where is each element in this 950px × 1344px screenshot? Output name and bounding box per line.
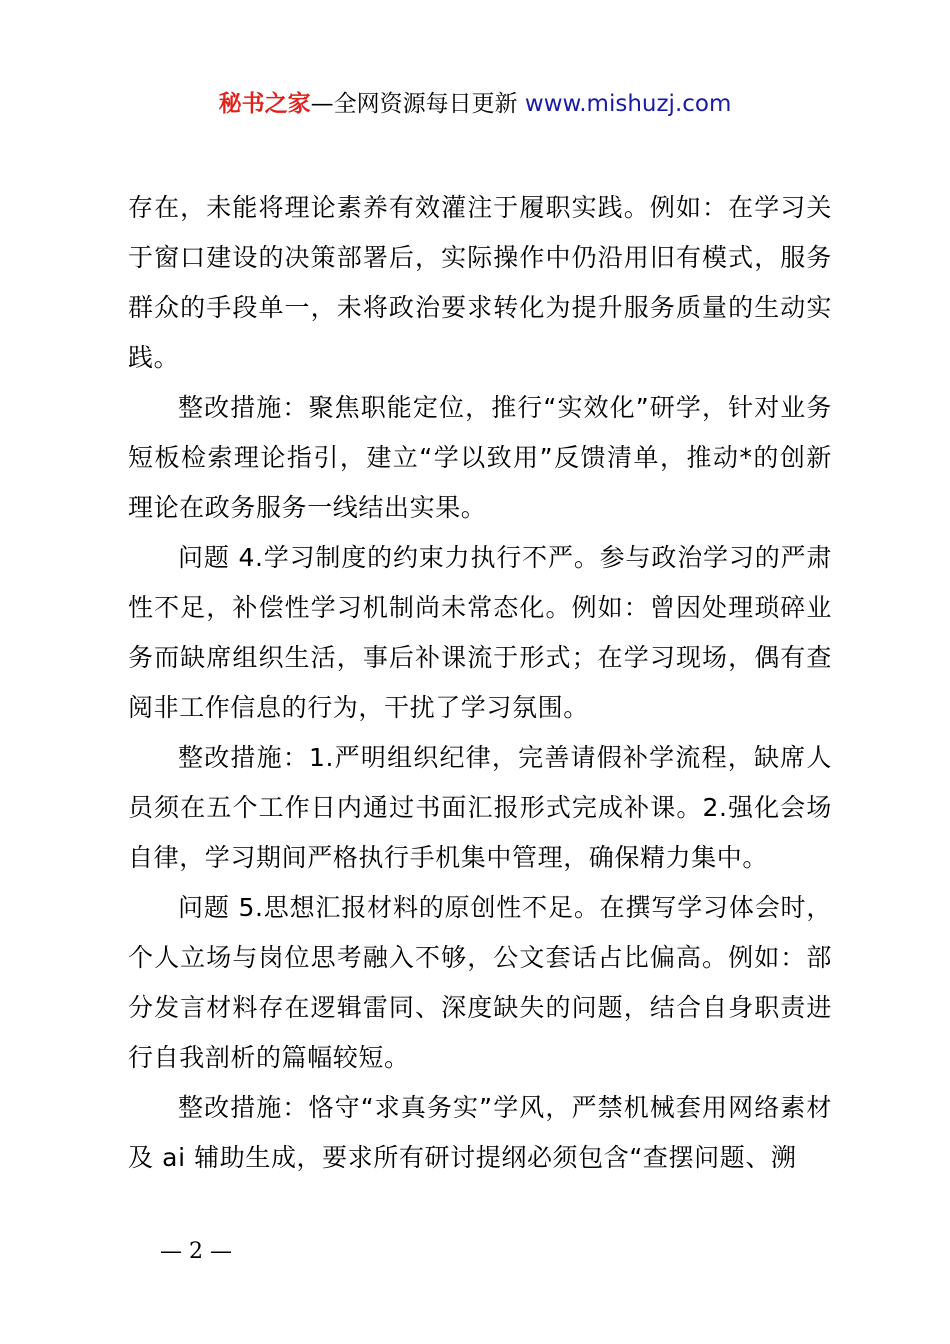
paragraph-rectification-4: 整改措施：1.严明组织纪律，完善请假补学流程，缺席人员须在五个工作日内通过书面汇报形式完成补课。2.强化会场自律，学习期间严格执行手机集中管理，确保精力集中。	[128, 743, 832, 872]
paragraph-rectification-3: 整改措施：聚焦职能定位，推行“实效化”研学，针对业务短板检索理论指引，建立“学以致用”反馈清单，推动*的创新理论在政务服务一线结出实果。	[128, 393, 832, 522]
paragraph-problem-5: 问题 5.思想汇报材料的原创性不足。在撰写学习体会时，个人立场与岗位思考融入不够，公文套话占比偏高。例如：部分发言材料存在逻辑雷同、深度缺失的问题，结合自身职责进行自我剖析的篇幅较短。	[128, 893, 832, 1072]
header-tagline: —全网资源每日更新	[310, 91, 518, 117]
paragraph-problem-4: 问题 4.学习制度的约束力执行不严。参与政治学习的严肃性不足，补偿性学习机制尚未常态化。例如：曾因处理琐碎业务而缺席组织生活，事后补课流于形式；在学习现场，偶有查阅非工作信息的行为，干扰了学习氛围。	[128, 543, 832, 722]
page-header	[0, 86, 950, 122]
page-number: — 2 —	[160, 1239, 232, 1264]
document-body	[128, 183, 832, 1183]
header-brand: 秘书之家	[218, 91, 311, 117]
paragraph-rectification-5: 整改措施：恪守“求真务实”学风，严禁机械套用网络素材及 ai 辅助生成，要求所有研讨提纲必须包含“查摆问题、溯	[128, 1093, 832, 1172]
paragraph-continuation: 存在，未能将理论素养有效灌注于履职实践。例如：在学习关于窗口建设的决策部署后，实际操作中仍沿用旧有模式，服务群众的手段单一，未将政治要求转化为提升服务质量的生动实践。	[128, 193, 832, 372]
header-site-link[interactable]: www.mishuzj.com	[524, 91, 732, 117]
